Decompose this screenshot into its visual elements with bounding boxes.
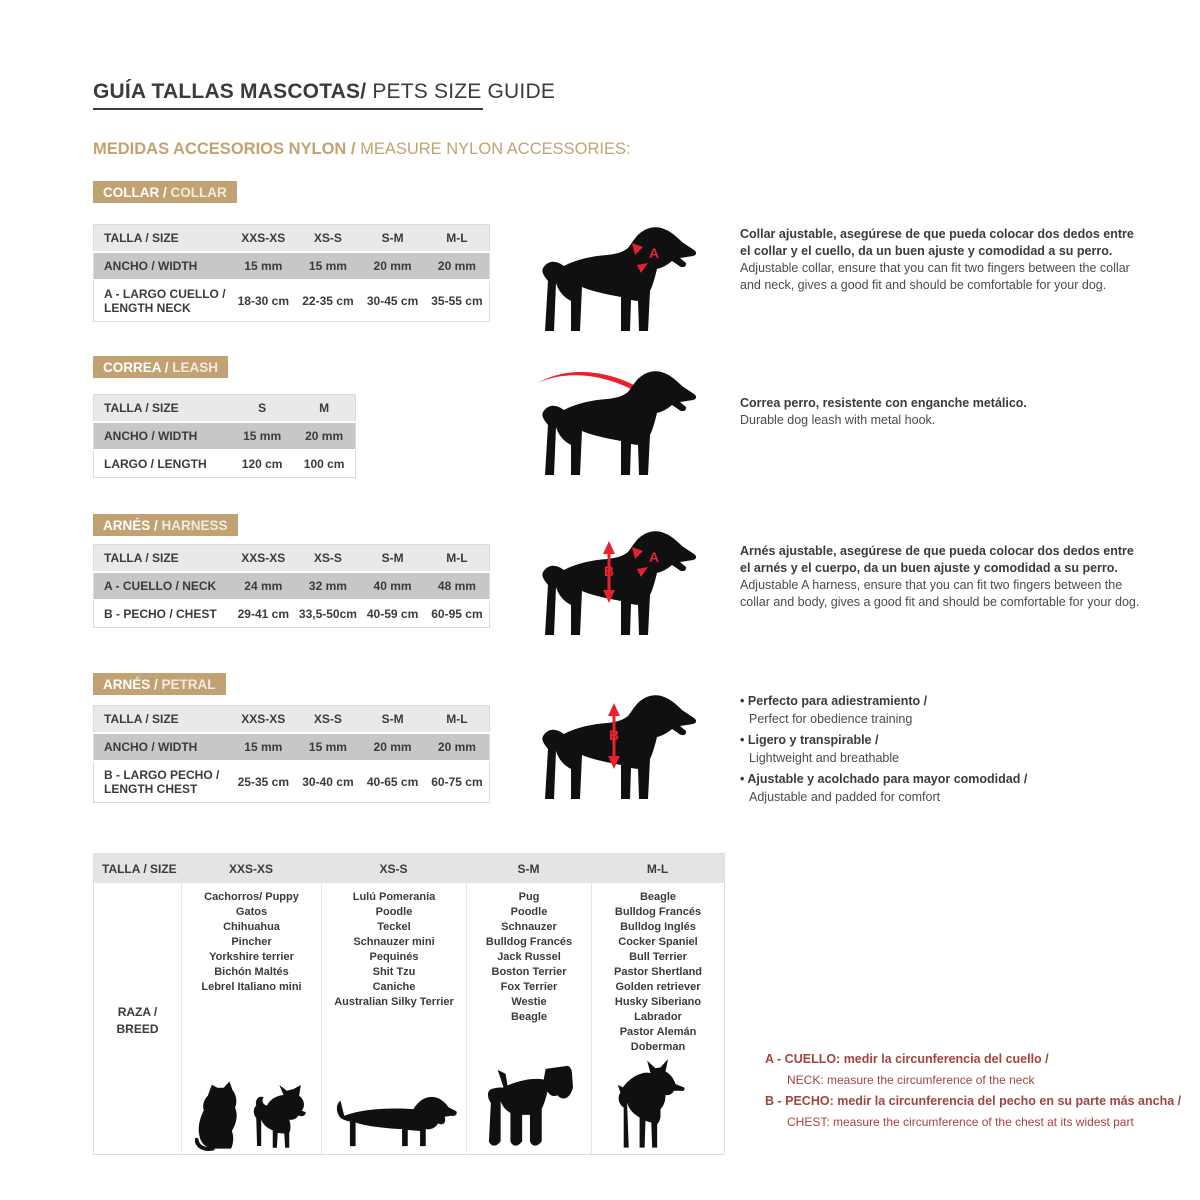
column-header: XS-S [296, 545, 361, 573]
breed-item: Cachorros/ Puppy [204, 891, 299, 903]
measuring-notes [765, 1049, 1195, 1133]
table-cell: 60-95 cm [431, 607, 483, 621]
column-header: XXS-XS [231, 706, 296, 734]
breed-item: Bulldog Francés [485, 936, 573, 948]
doberman-icon [608, 1059, 708, 1151]
breed-item: Poodle [375, 906, 413, 918]
breed-item: Jack Russel [497, 951, 561, 963]
breed-row-label-en: BREED [116, 1021, 159, 1036]
column-header: TALLA / SIZE [94, 225, 232, 253]
breed-item: Cocker Spaniel [618, 936, 698, 948]
table-cell: 48 mm [425, 572, 490, 600]
breed-item: Pequinés [369, 951, 419, 963]
breed-table-body [94, 883, 724, 1154]
column-header: XXS-XS [231, 225, 296, 253]
breed-item: Golden retriever [615, 981, 701, 993]
feature-es: • Ligero y transpirable / [740, 731, 1142, 749]
breed-header-xxs-xs: XXS-XS [228, 862, 273, 876]
breed-item: Bulldog Francés [614, 906, 702, 918]
breed-item: Doberman [630, 1041, 686, 1053]
collar-description [740, 226, 1142, 294]
badge-text-en: COLLAR [166, 185, 227, 200]
note-neck-es: A - CUELLO: medir la circunferencia del cuello / [765, 1052, 1049, 1066]
cat-icon [195, 1079, 243, 1151]
neck-annotation-label: A [649, 245, 660, 261]
badge-text-en: HARNESS [157, 518, 228, 533]
table-cell: 33,5-50cm [298, 607, 357, 621]
size-table [93, 544, 490, 628]
note-item [765, 1091, 1195, 1133]
size-table [93, 394, 356, 478]
breed-column-xs-s [321, 883, 466, 1154]
badge-text-es: ARNÉS / [103, 518, 158, 533]
page-title-es: GUÍA TALLAS MASCOTAS/ [93, 80, 367, 103]
breed-item: Lebrel Italiano mini [201, 981, 302, 993]
breed-item: Australian Silky Terrier [334, 996, 454, 1008]
breed-header-s-m: S-M [517, 862, 540, 876]
harness-description [740, 543, 1142, 611]
breed-header-m-l: M-L [646, 862, 669, 876]
harness-section-badge [93, 514, 238, 536]
breed-item: Pastor Alemán [619, 1026, 697, 1038]
breed-silhouettes [330, 1088, 458, 1151]
table-cell: 25-35 cm [237, 775, 289, 789]
table-cell: 15 mm [296, 252, 361, 280]
table-cell: 29-41 cm [237, 607, 289, 621]
schnauzer-icon [482, 1063, 576, 1151]
page-title-en: PETS SIZE GUIDE [366, 80, 556, 103]
petral-dog-figure [535, 690, 705, 802]
breed-item: Bull Terrier [629, 951, 687, 963]
note-item [765, 1049, 1195, 1091]
badge-text-en: PETRAL [157, 677, 216, 692]
petral-chest-arrow-icon [608, 703, 620, 716]
table-cell: 120 cm [241, 457, 283, 471]
breed-item: Labrador [634, 1011, 682, 1023]
size-table [93, 705, 490, 803]
column-header: M [293, 395, 355, 423]
subtitle-es: MEDIDAS ACCESORIOS NYLON / [93, 140, 356, 158]
chihuahua-icon [253, 1085, 309, 1151]
row-label: A - CUELLO / NECK [94, 572, 232, 600]
column-header: M-L [425, 225, 490, 253]
table-cell: 20 mm [360, 733, 425, 761]
page-subtitle [93, 140, 631, 159]
table-cell: 15 mm [231, 733, 296, 761]
petral-chest-annotation-label: B [608, 727, 620, 743]
breed-item: Poodle [510, 906, 548, 918]
breed-item: Schnauzer mini [353, 936, 435, 948]
breed-item: Pincher [231, 936, 272, 948]
table-cell: 40 mm [360, 572, 425, 600]
breed-item: Teckel [377, 921, 411, 933]
feature-item [740, 770, 1142, 806]
feature-es: • Perfecto para adiestramiento / [740, 692, 1142, 710]
table-cell: 15 mm [231, 422, 293, 450]
feature-en: Perfect for obedience training [749, 712, 913, 726]
badge-text-en: LEASH [168, 360, 219, 375]
breed-list [201, 890, 301, 995]
column-header: XXS-XS [231, 545, 296, 573]
table-cell: 40-59 cm [366, 607, 419, 621]
breed-header-xs-s: XS-S [379, 862, 408, 876]
leash-size-table [93, 394, 356, 478]
leash-desc-es: Correa perro, resistente con enganche metálico. [740, 396, 1027, 410]
column-header: TALLA / SIZE [94, 545, 232, 573]
harness-size-table [93, 544, 490, 628]
breed-item: Fox Terrier [500, 981, 558, 993]
breed-size-table [93, 853, 725, 1155]
collar-desc-en: Adjustable collar, ensure that you can fit two fingers between the collar and neck, gives a good fit and should be comfortable for your dog. [740, 261, 1130, 292]
leash-description [740, 395, 1142, 429]
table-cell: 15 mm [296, 733, 361, 761]
table-cell: 24 mm [231, 572, 296, 600]
badge-text-es: CORREA / [103, 360, 169, 375]
breed-silhouettes [482, 1059, 576, 1151]
leash-dog-figure [535, 366, 705, 478]
breed-silhouettes [195, 1075, 309, 1151]
breed-item: Gatos [235, 906, 268, 918]
table-cell: 22-35 cm [302, 294, 354, 308]
breed-item: Bichón Maltés [214, 966, 289, 978]
dog-silhouette-petral-icon [535, 690, 705, 802]
dog-silhouette-harness-icon [535, 526, 705, 638]
feature-item [740, 692, 1142, 728]
breed-item: Lulú Pomeranía [352, 891, 436, 903]
table-cell: 100 cm [303, 457, 345, 471]
breed-table-header [94, 854, 724, 883]
row-label: LARGO / LENGTH [104, 457, 207, 471]
column-header: S-M [360, 545, 425, 573]
column-header: XS-S [296, 225, 361, 253]
dog-silhouette-collar-icon [535, 222, 705, 334]
note-chest-es: B - PECHO: medir la circunferencia del pecho en su parte más ancha / [765, 1094, 1182, 1108]
table-cell: 60-75 cm [431, 775, 483, 789]
row-label: B - LARGO PECHO / LENGTH CHEST [104, 768, 220, 796]
collar-desc-es: Collar ajustable, asegúrese de que pueda colocar dos dedos entre el collar y el cuello, da un buen ajuste y comodidad a su perro. [740, 227, 1134, 258]
table-cell: 30-45 cm [366, 294, 419, 308]
breed-item: Husky Siberiano [614, 996, 702, 1008]
collar-dog-figure [535, 222, 705, 334]
leash-desc-en: Durable dog leash with metal hook. [740, 413, 936, 427]
harness-desc-es: Arnés ajustable, asegúrese de que pueda colocar dos dedos entre el arnés y el cuerpo, da un buen ajuste y comodidad a su perro. [740, 544, 1134, 575]
collar-section-badge [93, 181, 237, 203]
feature-item [740, 731, 1142, 767]
feature-en: Adjustable and padded for comfort [749, 790, 941, 804]
table-cell: 18-30 cm [237, 294, 289, 308]
breed-silhouettes [608, 1055, 708, 1151]
column-header: XS-S [296, 706, 361, 734]
breed-column-m-l [591, 883, 724, 1154]
harness-chest-arrow-icon [603, 541, 615, 554]
leash-line-icon [538, 372, 636, 391]
column-header: TALLA / SIZE [94, 706, 232, 734]
column-header: S-M [360, 706, 425, 734]
column-header: S-M [360, 225, 425, 253]
harness-desc-en: Adjustable A harness, ensure that you can fit two fingers between the collar and body, gives a good fit and should be comfortable for your dog. [740, 578, 1140, 609]
dog-silhouette-leash-icon [535, 366, 705, 478]
collar-size-table [93, 224, 490, 322]
badge-text-es: COLLAR / [103, 185, 167, 200]
breed-row-label [94, 883, 181, 1154]
badge-text-es: ARNÉS / [103, 677, 158, 692]
breed-item: Pastor Shertland [613, 966, 703, 978]
breed-list [486, 890, 572, 1025]
breed-item: Beagle [510, 1011, 548, 1023]
breed-column-xxs-xs [181, 883, 321, 1154]
table-cell: 20 mm [425, 733, 490, 761]
row-label: ANCHO / WIDTH [94, 422, 232, 450]
breed-item: Caniche [372, 981, 416, 993]
column-header: M-L [425, 706, 490, 734]
table-cell: 35-55 cm [431, 294, 483, 308]
petral-feature-list [740, 692, 1142, 809]
breed-item: Pug [518, 891, 540, 903]
column-header: S [231, 395, 293, 423]
feature-en: Lightweight and breathable [749, 751, 900, 765]
table-cell: 20 mm [293, 422, 355, 450]
note-neck-en: NECK: measure the circumference of the neck [787, 1073, 1035, 1087]
row-label: ANCHO / WIDTH [94, 733, 232, 761]
column-header: M-L [425, 545, 490, 573]
subtitle-en: MEASURE NYLON ACCESSORIES: [355, 140, 631, 158]
table-cell: 40-65 cm [366, 775, 419, 789]
breed-item: Chihuahua [223, 921, 280, 933]
note-chest-en: CHEST: measure the circumference of the chest at its widest part [787, 1115, 1134, 1129]
petral-section-badge [93, 673, 226, 695]
page-title [93, 80, 555, 104]
row-label: A - LARGO CUELLO / LENGTH NECK [104, 287, 226, 315]
table-cell: 20 mm [425, 252, 490, 280]
table-cell: 20 mm [360, 252, 425, 280]
harness-chest-annotation-label: B [603, 563, 615, 579]
breed-item: Yorkshire terrier [209, 951, 294, 963]
harness-dog-figure [535, 526, 705, 638]
breed-item: Schnauzer [501, 921, 557, 933]
table-cell: 32 mm [296, 572, 361, 600]
feature-es: • Ajustable y acolchado para mayor comodidad / [740, 770, 1142, 788]
row-label: B - PECHO / CHEST [104, 607, 217, 621]
breed-item: Shit Tzu [372, 966, 416, 978]
row-label: ANCHO / WIDTH [94, 252, 232, 280]
harness-neck-annotation-label: A [649, 549, 660, 565]
breed-header-size: TALLA / SIZE [102, 862, 177, 876]
breed-column-s-m [466, 883, 591, 1154]
leash-section-badge [93, 356, 228, 378]
breed-list [614, 890, 702, 1055]
breed-item: Boston Terrier [491, 966, 567, 978]
breed-item: Bulldog Inglés [620, 921, 696, 933]
column-header: TALLA / SIZE [94, 395, 232, 423]
size-table [93, 224, 490, 322]
breed-list [334, 890, 454, 1010]
breed-row-label-es: RAZA / [117, 1004, 158, 1019]
breed-item: Beagle [639, 891, 677, 903]
dachshund-icon [330, 1092, 458, 1151]
title-underline [93, 108, 483, 110]
table-cell: 30-40 cm [302, 775, 354, 789]
petral-size-table [93, 705, 490, 803]
table-cell: 15 mm [231, 252, 296, 280]
breed-item: Westie [511, 996, 547, 1008]
